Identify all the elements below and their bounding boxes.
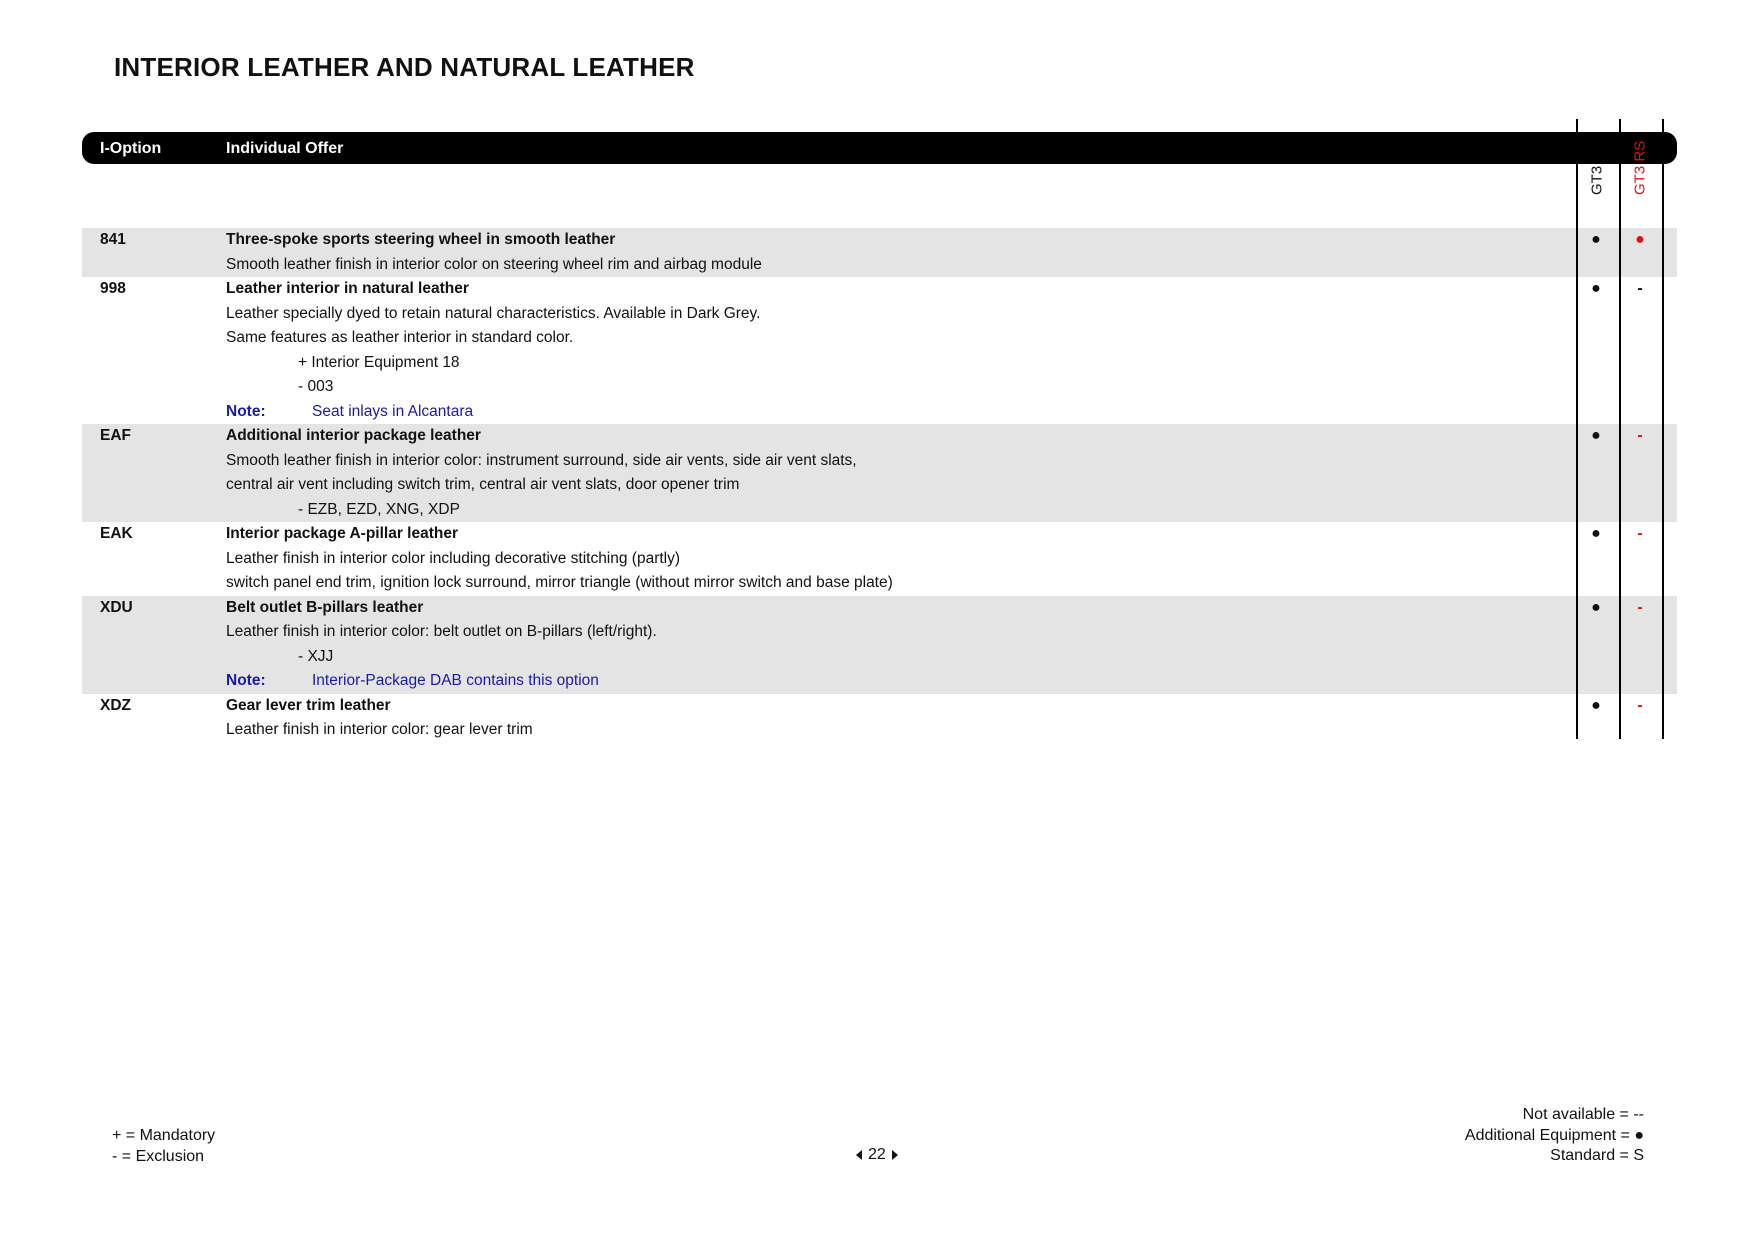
option-code: 841 [100, 231, 126, 248]
page-title: INTERIOR LEATHER AND NATURAL LEATHER [114, 52, 695, 82]
table-row [82, 596, 1677, 694]
note-text: Interior-Package DAB contains this option [312, 672, 599, 689]
page-number: 22 [868, 1146, 886, 1163]
note-text: Seat inlays in Alcantara [312, 402, 474, 420]
availability-gt3: ● [1591, 598, 1601, 616]
options-table [82, 228, 1677, 743]
option-rule: + Interior Equipment 18 [298, 353, 460, 371]
option-description: central air vent including switch trim, central air vent slats, door opener trim [226, 476, 740, 493]
option-title: Additional interior package leather [226, 427, 481, 444]
option-title: Gear lever trim leather [226, 696, 391, 714]
option-description: Smooth leather finish in interior color: instrument surround, side air vents, side air vent slats, [226, 451, 857, 469]
page-navigation [856, 1146, 898, 1164]
option-code: EAF [100, 427, 131, 444]
availability-gt3: ● [1591, 525, 1601, 542]
table-row [82, 522, 1677, 596]
availability-gt3rs: - [1637, 525, 1643, 542]
table-row [82, 228, 1677, 277]
option-description: switch panel end trim, ignition lock surround, mirror triangle (without mirror switch and base plate) [226, 574, 893, 591]
legend-not-available: Not available = -- [1522, 1106, 1644, 1123]
option-description: Leather finish in interior color: gear lever trim [226, 721, 533, 738]
availability-gt3: ● [1591, 696, 1601, 714]
column-divider-1 [1576, 119, 1578, 739]
option-rule: - XJJ [298, 647, 334, 665]
availability-gt3rs: - [1637, 696, 1643, 714]
option-description: Leather finish in interior color: belt outlet on B-pillars (left/right). [226, 623, 657, 640]
legend-mandatory: + = Mandatory [112, 1127, 216, 1144]
legend-left [112, 1126, 215, 1167]
column-header-gt3rs [1622, 140, 1658, 212]
legend-exclusion: - = Exclusion [112, 1147, 205, 1165]
availability-gt3: ● [1591, 427, 1601, 444]
option-title: Interior package A-pillar leather [226, 525, 459, 542]
availability-gt3rs: - [1637, 427, 1643, 444]
table-row [82, 424, 1677, 522]
option-description: Leather finish in interior color including decorative stitching (partly) [226, 549, 681, 567]
table-row [82, 277, 1677, 424]
note-label: Note: [226, 402, 266, 420]
option-title: Three-spoke sports steering wheel in smooth leather [226, 231, 616, 248]
availability-gt3: ● [1591, 280, 1601, 297]
option-title: Leather interior in natural leather [226, 280, 469, 297]
availability-gt3rs: ● [1635, 231, 1645, 248]
table-row [82, 694, 1677, 743]
option-code: 998 [100, 280, 126, 297]
option-rule: - EZB, EZD, XNG, XDP [298, 500, 460, 518]
header-desc-label: Individual Offer [226, 140, 344, 157]
option-code: XDZ [100, 696, 131, 714]
option-code: EAK [100, 525, 133, 542]
header-code-label: I-Option [100, 140, 162, 157]
column-label-gt3: GT3 [1588, 165, 1606, 195]
note-label: Note: [226, 672, 266, 689]
legend-standard: Standard = S [1550, 1147, 1644, 1164]
availability-gt3rs: - [1637, 280, 1643, 297]
column-divider-3 [1662, 119, 1664, 739]
column-divider-2 [1619, 119, 1621, 739]
table-header-bar [82, 132, 1677, 164]
column-header-gt3 [1579, 148, 1615, 212]
availability-gt3rs: - [1637, 598, 1643, 616]
legend-right [1465, 1105, 1644, 1167]
column-label-gt3rs: GT3 RS [1631, 140, 1649, 195]
option-description: Leather specially dyed to retain natural characteristics. Available in Dark Grey. [226, 304, 761, 322]
legend-additional: Additional Equipment = ● [1464, 1126, 1644, 1144]
availability-gt3: ● [1591, 231, 1601, 248]
option-description: Same features as leather interior in standard color. [226, 329, 574, 346]
option-title: Belt outlet B-pillars leather [226, 598, 424, 616]
previous-page-icon[interactable] [856, 1150, 862, 1160]
option-code: XDU [100, 598, 133, 616]
option-rule: - 003 [298, 378, 334, 395]
next-page-icon[interactable] [892, 1150, 898, 1160]
option-description: Smooth leather finish in interior color on steering wheel rim and airbag module [226, 255, 762, 273]
